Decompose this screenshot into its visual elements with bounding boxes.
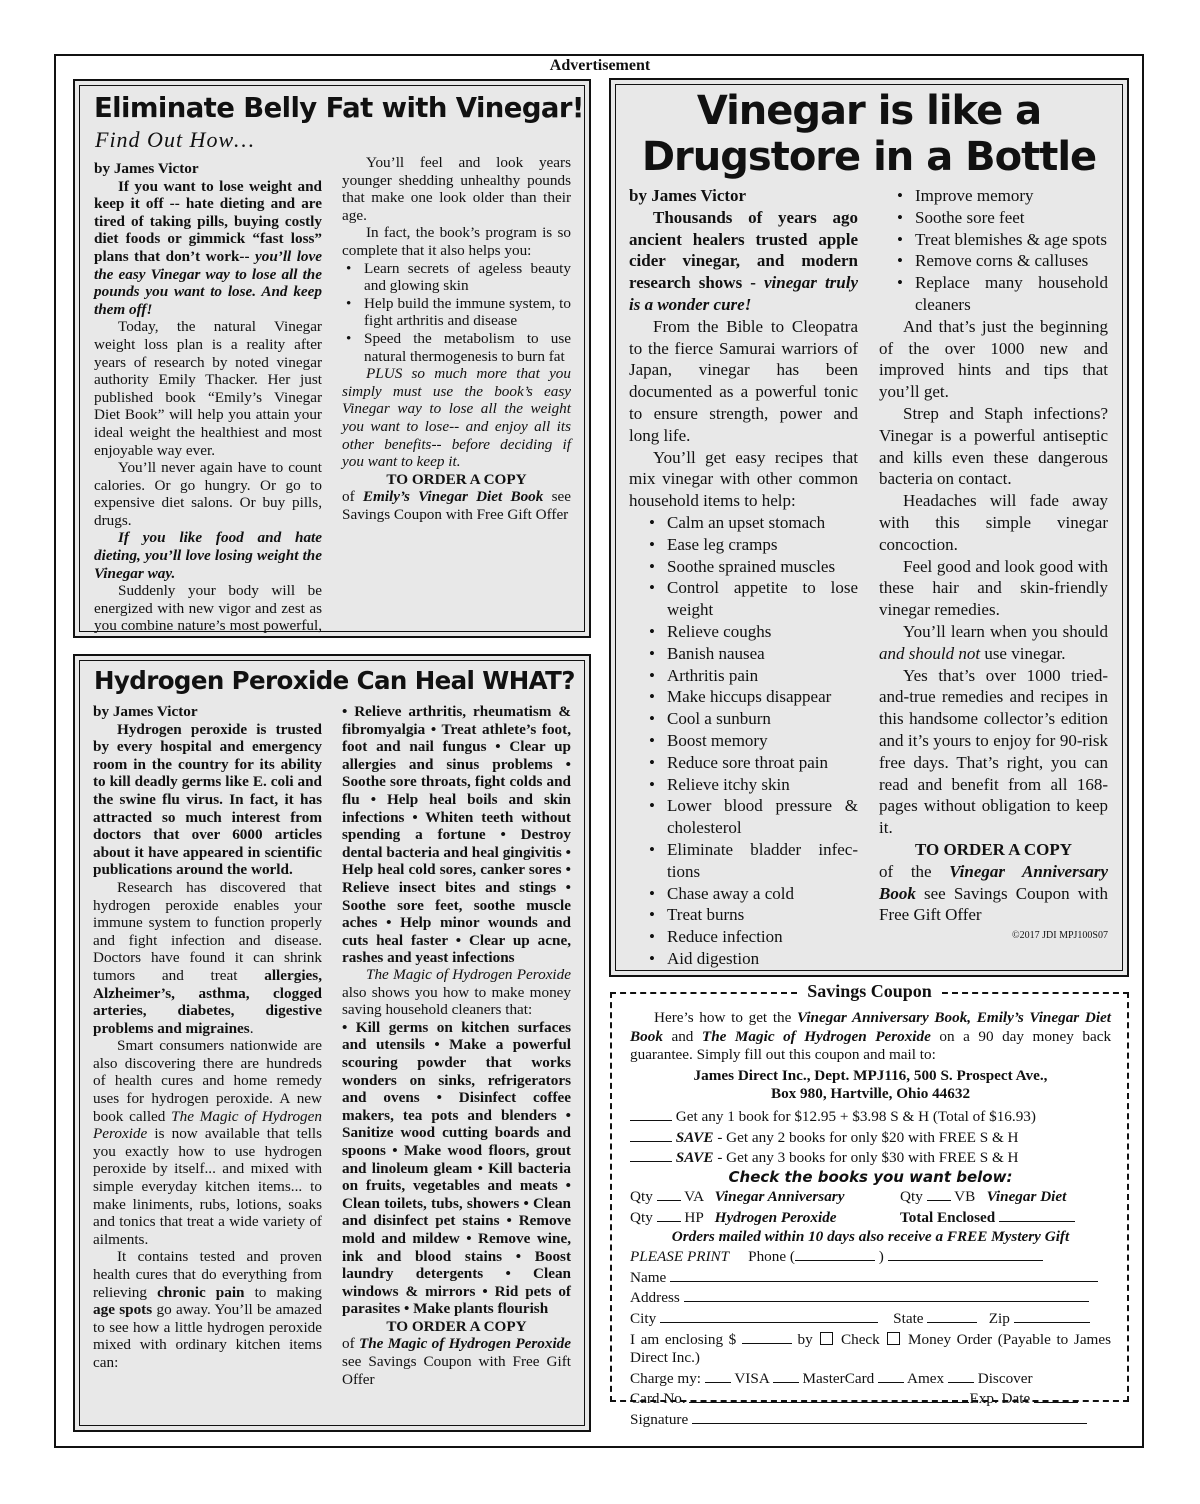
qty-va-field[interactable] [657, 1186, 681, 1201]
offer-3: SAVE - Get any 3 books for only $30 with FREE S & H [630, 1147, 1111, 1168]
charge-row: Charge my: VISA MasterCard Amex Discover [630, 1369, 1033, 1387]
mailing-address: James Direct Inc., Dept. MPJ116, 500 S. Prospect Ave., Box 980, Hartville, Ohio 44632 [693, 1066, 1048, 1103]
list-item: • Chase away a cold [645, 883, 858, 905]
list-item: • Treat burns [645, 904, 858, 926]
belly-order-text: of Emily’s Vinegar Diet Book see Savings Coupon with Free Gift Offer [342, 488, 572, 523]
belly-paragraph: Suddenly your body will be energized with new vigor and zest as you combine nature’s most powerful, [94, 582, 322, 635]
peroxide-intro: Hydrogen peroxide is trusted by every hospital and emergency room in the country for its ability to kill deadly germs like E. coli and the swine flu virus. In fact, it has attracted so much interest from doctors that over 6000 articles about it have appeared in scientific publications around the world. [93, 720, 322, 879]
address-row: Address [630, 1287, 1111, 1308]
peroxide-remedy-list: • Relieve arthritis, rheumatism & fibromyalgia • Treat athlete’s foot, foot and nail fungus • Clear up allergies and sinus problems • Soothe sore throats, fight colds and flu • Help heal boils and skin infections • Whiten teeth without spending a fortune • Destroy dental bacteria and heal gingivitis • Help heal cold sores, canker sores • Relieve insect bites and stings • Soothe sore feet, soothe muscle aches • Help minor wounds and cuts heal faster • Clear up acne, rashes and yeast infections [342, 703, 571, 967]
card-row: Card No. Exp. Date [630, 1388, 1111, 1409]
advertisement-label: Advertisement [549, 57, 651, 74]
belly-paragraph: You’ll never again have to count calories. Or go hungry. Or go to expensive diet salons. Or buy pills, drugs. [94, 459, 322, 529]
peroxide-column-1 [93, 703, 322, 1372]
drugstore-column-1 [629, 185, 858, 970]
discover-field[interactable] [948, 1368, 974, 1383]
list-item: • Cool a sunburn [645, 708, 858, 730]
savings-coupon [610, 981, 1129, 1428]
name-field[interactable] [670, 1267, 1098, 1282]
list-item: • Control appetite to lose weight [645, 577, 858, 621]
total-enclosed-field[interactable] [999, 1207, 1075, 1222]
belly-byline: by James Victor [94, 160, 199, 177]
visa-field[interactable] [705, 1368, 731, 1383]
belly-fat-title: Eliminate Belly Fat with Vinegar! [94, 92, 584, 124]
drugstore-intro: Thousands of years ago ancient healers trusted apple cider vinegar, and modern research shows - vinegar truly is a wonder cure! [629, 207, 859, 314]
belly-paragraph: Today, the natural Vinegar weight loss plan is a reality after years of research by noted vinegar authority Emily Thacker. Her just published book “Emily’s Vinegar Diet Book” will help you attain your ideal weight the healthiest and most enjoyable way ever. [94, 318, 322, 459]
list-item: • Banish nausea [645, 643, 858, 665]
qty-hp-field[interactable] [657, 1207, 681, 1222]
check-checkbox[interactable] [820, 1332, 833, 1345]
offer-2-blank[interactable] [630, 1127, 672, 1142]
list-item: • Reduce sore throat pain [645, 752, 858, 774]
zip-field[interactable] [1014, 1308, 1090, 1323]
list-item: • Help build the immune system, to fight arthritis and disease [342, 295, 571, 330]
card-number-field[interactable] [689, 1388, 969, 1403]
list-item: • Relieve itchy skin [645, 774, 858, 796]
peroxide-column-2 [342, 703, 571, 967]
check-books-heading: Check the books you want below: [728, 1167, 1013, 1186]
drugstore-title: Vinegar is like a Drugstore in a Bottle [641, 88, 1097, 180]
peroxide-column-2b [342, 966, 571, 1388]
peroxide-paragraph: Research has discovered that hydrogen peroxide enables your immune system to function properly and fight infection and disease. Doctors have found it can shrink tumors and treat allergies, Alzheimer’s, asthma, clogged arteries, diabetes, digestive problems and migraines. [93, 878, 322, 1037]
drugstore-remedy-list [629, 512, 858, 970]
peroxide-cleaner-list: • Kill germs on kitchen surfaces and utensils • Make a powerful scouring powder that works wonders on sinks, refrigerators and ovens • Disinfect coffee makers, tea pots and blenders • Sanitize wood cutting boards and spoons • Make wood floors, grout and linoleum gleam • Kill bacteria on fruits, vegetables and meats • Clean toilets, tubs, showers • Clean and disinfect pet stains • Remove mold and mildew • Remove wine, ink and blood stains • Boost laundry detergents • Clean windows & mirrors • Rid pets of parasites • Make plants flourish [342, 1018, 571, 1318]
peroxide-paragraph: It contains tested and proven health cures that do everything from relieving chronic pain to making age spots go away. You’ll be amazed to see how a little hydrogen peroxide mixed with ordinary kitchen items can: [93, 1248, 323, 1371]
belly-benefit-list [342, 260, 571, 366]
book-selection-row-1: Qty VA Vinegar Anniversary Qty VB Vinegar Diet [630, 1188, 1067, 1206]
list-item: • Speed the metabolism to use natural thermogenesis to burn fat [342, 330, 571, 365]
belly-order-heading: TO ORDER A COPY [386, 470, 527, 488]
peroxide-byline: by James Victor [93, 703, 198, 720]
drugstore-paragraph: Strep and Staph infections? Vinegar is a powerful antiseptic and kills even these dangerous bacteria on contact. [879, 403, 1108, 489]
drugstore-remedy-list-2 [879, 185, 1108, 316]
list-item: • Learn secrets of ageless beauty and glowing skin [342, 260, 571, 295]
peroxide-title: Hydrogen Peroxide Can Heal WHAT? [94, 666, 575, 695]
coupon-title: Savings Coupon [797, 981, 942, 1001]
drugstore-paragraph: And that’s just the beginning of the over 1000 new and improved hints and tips that you’ll get. [879, 316, 1108, 402]
phone-area-field[interactable] [795, 1246, 875, 1261]
list-item: • Remove corns & calluses [893, 250, 1108, 272]
drugstore-order-heading: TO ORDER A COPY [915, 839, 1072, 859]
offer-2: SAVE - Get any 2 books for only $20 with FREE S & H [630, 1127, 1111, 1148]
name-row: Name [630, 1267, 1111, 1288]
list-item: • Soothe sore feet [893, 207, 1108, 229]
peroxide-order-text: of The Magic of Hydrogen Peroxide see Savings Coupon with Free Gift Offer [342, 1335, 571, 1388]
belly-paragraph: In fact, the book’s program is so complete that it also helps you: [342, 224, 571, 259]
belly-paragraph: You’ll feel and look years younger shedding unhealthy pounds that make one look older than their age. [342, 154, 571, 224]
belly-intro: If you want to lose weight and keep it off -- hate dieting and are tired of taking pills, buying costly diet foods or gimmick “fast loss” plans that don’t work-- you’ll love the easy Vinegar way to lose all the pounds you want to lose. And keep them off! [94, 177, 322, 318]
drugstore-paragraph: You’ll learn when you should and should not use vinegar. [879, 621, 1108, 663]
list-item: • Boost memory [645, 730, 858, 752]
payment-row: I am enclosing $ by Check Money Order (Payable to James Direct Inc.) [630, 1330, 1112, 1367]
phone-row: PLEASE PRINT Phone ( ) [630, 1246, 1111, 1267]
belly-highlight: If you like food and hate dieting, you’ll love losing weight the Vinegar way. [94, 529, 322, 582]
belly-fat-subtitle: Find Out How… [95, 127, 255, 152]
drugstore-column-2 [879, 185, 1108, 944]
drugstore-byline: by James Victor [629, 186, 747, 205]
offer-1: Get any 1 book for $12.95 + $3.98 S & H (Total of $16.93) [630, 1106, 1111, 1127]
list-item: • Replace many household cleaners [893, 272, 1108, 316]
drugstore-paragraph: Feel good and look good with these hair and skin-friendly vinegar remedies. [879, 556, 1108, 620]
list-item: • Soothe sprained muscles [645, 556, 858, 578]
city-row: City State Zip [630, 1308, 1111, 1329]
amex-field[interactable] [878, 1368, 904, 1383]
drugstore-paragraph: Headaches will fade away with this simple vinegar concoction. [879, 491, 1108, 554]
list-item: • Calm an upset stomach [645, 512, 858, 534]
state-field[interactable] [927, 1308, 977, 1323]
signature-field[interactable] [692, 1409, 1087, 1424]
address-field[interactable] [684, 1287, 1089, 1302]
peroxide-paragraph: Smart consumers nationwide are also discovering there are hundreds of health cures and home remedy uses for hydrogen peroxide. A new book called The Magic of Hydrogen Peroxide is now available that tells you exactly how to use hydrogen peroxide by itself... and mixed with simple everyday kitchen items... to make liniments, rubs, lotions, soaks and tonics that treat a wide variety of ailments. [93, 1037, 322, 1248]
offer-1-blank[interactable] [630, 1106, 672, 1121]
book-selection-row-2: Qty HP Hydrogen Peroxide Total Enclosed [630, 1207, 1111, 1228]
amount-field[interactable] [742, 1329, 792, 1344]
list-item: • Make hiccups disappear [645, 686, 858, 708]
list-item: • Arthritis pain [645, 665, 858, 687]
coupon-intro: Here’s how to get the Vinegar Anniversary Book, Emily’s Vinegar Diet Book and The Magic of Hydrogen Peroxide on a 90 day money back guarantee. Simply fill out this coupon and mail to: [630, 1009, 1112, 1064]
signature-row: Signature [630, 1409, 1111, 1430]
exp-date-field[interactable] [1034, 1388, 1078, 1403]
list-item: • Improve memory [893, 185, 1108, 207]
qty-vb-field[interactable] [927, 1186, 951, 1201]
list-item: • Eliminate bladder infec-tions [645, 839, 858, 883]
list-item: • Reduce infection [645, 926, 858, 948]
peroxide-paragraph: The Magic of Hydrogen Peroxide also shows you how to make money saving household cleaners that: [342, 966, 571, 1019]
city-field[interactable] [660, 1308, 878, 1323]
mastercard-field[interactable] [773, 1368, 799, 1383]
list-item: • Treat blemishes & age spots [893, 229, 1108, 251]
drugstore-paragraph: Yes that’s over 1000 tried-and-true remedies and recipes in this handsome collector’s edition and it’s yours to enjoy for 90-risk free days. That’s right, you can read and benefit from all 168-pages without obligation to keep it. [879, 665, 1108, 838]
list-item: • Relieve coughs [645, 621, 858, 643]
list-item: • Aid digestion [645, 948, 858, 970]
drugstore-order-text: of the Vinegar Anniversary Book see Savings Coupon with Free Gift Offer [879, 861, 1109, 925]
drugstore-paragraph: You’ll get easy recipes that mix vinegar with other common household items to help: [629, 447, 858, 511]
free-gift-notice: Orders mailed within 10 days also receive a FREE Mystery Gift [671, 1227, 1070, 1245]
drugstore-paragraph: From the Bible to Cleopatra to the fierce Samurai warriors of Japan, vinegar has been documented as a powerful tonic to ensure strength, power and long life. [629, 316, 858, 445]
copyright-code: ©2017 JDI MPJ100S07 [1012, 930, 1108, 942]
peroxide-order-heading: TO ORDER A COPY [386, 1317, 527, 1335]
belly-fat-column-2 [342, 154, 571, 523]
list-item: • Ease leg cramps [645, 534, 858, 556]
belly-plus-paragraph: PLUS so much more that you simply must use the book’s easy Vinegar way to lose all the weight you want to lose-- and enjoy all its other benefits-- before deciding if you want to keep it. [342, 365, 571, 471]
phone-number-field[interactable] [888, 1246, 1043, 1261]
list-item: • Lower blood pressure & cholesterol [645, 795, 858, 839]
offer-3-blank[interactable] [630, 1147, 672, 1162]
money-order-checkbox[interactable] [887, 1332, 900, 1345]
